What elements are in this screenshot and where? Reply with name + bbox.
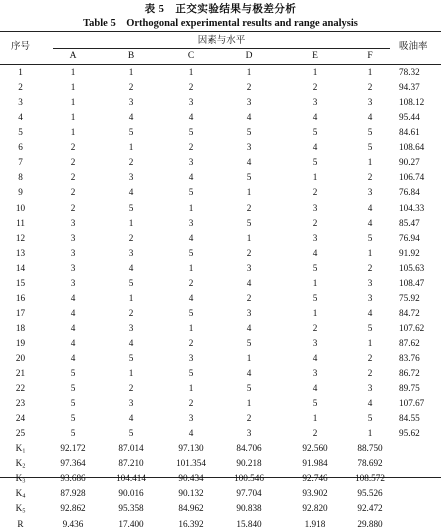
cell-c: 3: [188, 352, 194, 363]
cell-e: 3: [312, 368, 318, 378]
cell-b: 2: [128, 383, 134, 394]
cell-b: 1: [128, 142, 134, 153]
summary-value-b: 87.210: [118, 458, 144, 469]
cell-d: 3: [246, 307, 252, 318]
cell-c: 1: [188, 383, 194, 394]
oil-absorption-header: 吸油率: [399, 42, 428, 52]
factor-header-d: D: [245, 51, 253, 61]
cell-c: 4: [188, 172, 194, 183]
cell-f: 2: [367, 352, 373, 363]
summary-value-b: 104.414: [116, 473, 146, 484]
cell-b: 5: [128, 352, 134, 363]
cell-e: 2: [312, 217, 318, 228]
cell-d: 3: [246, 262, 252, 273]
cell-c: 5: [188, 368, 194, 378]
cell-c: 2: [188, 277, 194, 288]
summary-value-d: 15.840: [236, 518, 262, 529]
cell-b: 4: [128, 413, 134, 424]
summary-label-letter: K: [15, 488, 23, 499]
cell-b: 2: [128, 157, 134, 168]
cell-e: 4: [312, 112, 318, 123]
summary-value-a: 93.686: [60, 473, 86, 484]
cell-d: 2: [246, 292, 252, 303]
cell-a: 1: [70, 82, 76, 92]
cell-f: 4: [367, 398, 373, 409]
cell-index: 5: [18, 127, 23, 138]
cell-e: 5: [312, 157, 318, 168]
cell-index: 4: [18, 112, 23, 123]
summary-label-letter: K: [15, 458, 23, 469]
cell-c: 2: [188, 142, 194, 153]
cell-index: 8: [18, 172, 23, 183]
cell-b: 5: [128, 127, 134, 138]
cell-b: 3: [128, 97, 134, 108]
cell-d: 1: [246, 232, 252, 243]
cell-e: 1: [312, 172, 318, 183]
cell-index: 9: [18, 187, 23, 198]
cell-index: 16: [15, 292, 26, 303]
cell-a: 3: [70, 232, 76, 243]
cell-index: 17: [15, 307, 26, 318]
cell-f: 3: [367, 97, 373, 108]
cell-c: 1: [188, 202, 194, 213]
cell-e: 4: [312, 142, 318, 153]
cell-b: 1: [128, 368, 134, 378]
summary-label: [0, 443, 41, 458]
cell-e: 4: [312, 247, 318, 258]
summary-value-c: 16.392: [178, 518, 204, 529]
cell-oil-absorption: 84.55: [399, 413, 420, 424]
cell-d: 2: [246, 82, 252, 92]
cell-e: 5: [312, 292, 318, 303]
cell-b: 5: [128, 277, 134, 288]
summary-value-b: 90.016: [118, 488, 144, 499]
cell-f: 5: [367, 127, 373, 138]
cell-oil-absorption: 83.76: [399, 352, 420, 363]
summary-label-letter: K: [15, 473, 23, 484]
cell-b: 1: [128, 217, 134, 228]
summary-value-a: 92.862: [60, 503, 86, 514]
cell-d: 4: [246, 112, 252, 123]
cell-f: 3: [367, 383, 373, 394]
cell-oil-absorption: 94.37: [399, 82, 420, 92]
cell-index: 15: [15, 277, 26, 288]
cell-d: 5: [246, 127, 252, 138]
cell-index: 18: [15, 322, 26, 333]
cell-f: 5: [367, 232, 373, 243]
summary-label-subscript: 1: [22, 448, 26, 455]
cell-index: 6: [18, 142, 23, 153]
top-rule: [0, 31, 441, 32]
cell-b: 4: [128, 112, 134, 123]
cell-c: 2: [188, 337, 194, 348]
cell-e: 4: [312, 352, 318, 363]
cell-e: 2: [312, 82, 318, 92]
summary-value-c: 90.434: [178, 473, 204, 484]
cell-e: 1: [312, 307, 318, 318]
cell-b: 4: [128, 337, 134, 348]
summary-value-e: 92.746: [302, 473, 328, 484]
cell-oil-absorption: 106.74: [399, 172, 425, 183]
cell-c: 4: [188, 292, 194, 303]
summary-value-a: 9.436: [62, 518, 84, 529]
cell-c: 1: [188, 67, 194, 77]
cell-c: 1: [188, 322, 194, 333]
cell-c: 5: [188, 307, 194, 318]
factor-group-header: 因素与水平: [197, 36, 246, 46]
cell-index: 7: [18, 157, 23, 168]
cell-d: 1: [246, 352, 252, 363]
cell-e: 1: [312, 277, 318, 288]
cell-a: 3: [70, 262, 76, 273]
summary-value-d: 84.706: [236, 443, 262, 454]
summary-value-f: 29.880: [357, 518, 383, 529]
summary-value-e: 1.918: [304, 518, 326, 529]
summary-value-c: 101.354: [176, 458, 206, 469]
cell-index: 13: [15, 247, 26, 258]
cell-index: 19: [15, 337, 26, 348]
cell-d: 2: [246, 247, 252, 258]
cell-a: 1: [70, 97, 76, 108]
summary-label-subscript: 3: [22, 478, 26, 485]
factor-header-c: C: [187, 51, 195, 61]
cell-b: 2: [128, 232, 134, 243]
cell-d: 3: [246, 97, 252, 108]
summary-label-letter: K: [15, 443, 23, 454]
cell-b: 1: [128, 67, 134, 77]
cell-a: 4: [70, 307, 76, 318]
cell-e: 5: [312, 127, 318, 138]
cell-oil-absorption: 87.62: [399, 337, 420, 348]
summary-value-e: 91.984: [302, 458, 328, 469]
cell-a: 4: [70, 337, 76, 348]
cell-c: 4: [188, 428, 194, 439]
cell-b: 4: [128, 262, 134, 273]
table-title-chinese: 表 5 正交实验结果与极差分析: [144, 4, 297, 15]
cell-index: 23: [15, 398, 26, 409]
cell-oil-absorption: 107.67: [399, 398, 425, 409]
cell-oil-absorption: 105.63: [399, 262, 425, 273]
cell-oil-absorption: 95.62: [399, 428, 420, 439]
cell-f: 1: [367, 67, 373, 77]
cell-d: 5: [246, 217, 252, 228]
summary-label-subscript: 2: [22, 463, 26, 470]
cell-c: 2: [188, 82, 194, 92]
cell-a: 2: [70, 157, 76, 168]
cell-a: 4: [70, 322, 76, 333]
cell-f: 4: [367, 307, 373, 318]
summary-label-letter: K: [15, 503, 23, 514]
factor-header-a: A: [69, 51, 77, 61]
cell-oil-absorption: 108.47: [399, 277, 425, 288]
cell-d: 4: [246, 322, 252, 333]
cell-d: 2: [246, 413, 252, 424]
cell-b: 3: [128, 322, 134, 333]
cell-f: 2: [367, 262, 373, 273]
cell-e: 3: [312, 97, 318, 108]
summary-value-d: 97.704: [236, 488, 262, 499]
cell-f: 2: [367, 82, 373, 92]
cell-f: 1: [367, 247, 373, 258]
cell-a: 1: [70, 127, 76, 138]
cell-b: 3: [128, 172, 134, 183]
cell-index: 20: [15, 352, 26, 363]
cell-b: 5: [128, 428, 134, 439]
cell-b: 3: [128, 247, 134, 258]
cell-oil-absorption: 76.94: [399, 232, 420, 243]
cell-index: 22: [15, 383, 26, 394]
cell-b: 4: [128, 187, 134, 198]
cell-f: 4: [367, 217, 373, 228]
header-rule: [0, 64, 441, 65]
summary-value-d: 90.218: [236, 458, 262, 469]
cell-oil-absorption: 89.75: [399, 383, 420, 394]
cell-f: 4: [367, 202, 373, 213]
summary-value-c: 84.962: [178, 503, 204, 514]
cell-d: 5: [246, 337, 252, 348]
cell-e: 2: [312, 187, 318, 198]
cell-oil-absorption: 90.27: [399, 157, 420, 168]
cell-b: 3: [128, 398, 134, 409]
cell-c: 5: [188, 247, 194, 258]
cell-f: 4: [367, 112, 373, 123]
cell-b: 2: [128, 82, 134, 92]
summary-value-e: 93.902: [302, 488, 328, 499]
summary-value-b: 95.358: [118, 503, 144, 514]
summary-value-f: 88.750: [357, 443, 383, 454]
summary-value-e: 92.560: [302, 443, 328, 454]
summary-label: [0, 503, 41, 518]
summary-value-e: 92.820: [302, 503, 328, 514]
cell-a: 3: [70, 247, 76, 258]
cell-oil-absorption: 107.62: [399, 322, 425, 333]
cell-d: 1: [246, 398, 252, 409]
cell-oil-absorption: 78.32: [399, 67, 420, 77]
summary-value-c: 90.132: [178, 488, 204, 499]
cell-index: 21: [15, 368, 26, 378]
cell-f: 1: [367, 157, 373, 168]
cell-c: 4: [188, 232, 194, 243]
cell-a: 5: [70, 413, 76, 424]
cell-oil-absorption: 86.72: [399, 368, 420, 378]
cell-a: 1: [70, 67, 76, 77]
cell-e: 2: [312, 428, 318, 439]
summary-value-a: 87.928: [60, 488, 86, 499]
summary-value-f: 108.572: [355, 473, 385, 484]
cell-oil-absorption: 84.72: [399, 307, 420, 318]
cell-index: 1: [18, 67, 23, 77]
summary-label-subscript: 4: [22, 493, 26, 500]
cell-e: 5: [312, 398, 318, 409]
summary-label: [0, 519, 41, 530]
cell-c: 3: [188, 413, 194, 424]
cell-index: 3: [18, 97, 23, 108]
cell-c: 2: [188, 398, 194, 409]
summary-value-f: 92.472: [357, 503, 383, 514]
cell-f: 1: [367, 337, 373, 348]
cell-a: 5: [70, 368, 76, 378]
cell-c: 3: [188, 157, 194, 168]
cell-a: 3: [70, 277, 76, 288]
summary-value-f: 78.692: [357, 458, 383, 469]
factor-header-b: B: [127, 51, 135, 61]
cell-a: 1: [70, 112, 76, 123]
summary-label: [0, 458, 41, 473]
cell-a: 5: [70, 383, 76, 394]
cell-oil-absorption: 85.47: [399, 217, 420, 228]
cell-oil-absorption: 91.92: [399, 247, 420, 258]
cell-c: 3: [188, 97, 194, 108]
factor-header-e: E: [312, 51, 318, 61]
cell-c: 4: [188, 112, 194, 123]
cell-oil-absorption: 108.64: [399, 142, 425, 153]
summary-value-a: 97.364: [60, 458, 86, 469]
cell-d: 3: [246, 142, 252, 153]
cell-c: 3: [188, 217, 194, 228]
cell-index: 24: [15, 413, 26, 424]
cell-oil-absorption: 84.61: [399, 127, 420, 138]
cell-a: 5: [70, 428, 76, 439]
summary-value-c: 97.130: [178, 443, 204, 454]
cell-f: 3: [367, 292, 373, 303]
cell-e: 5: [312, 262, 318, 273]
cell-b: 1: [128, 292, 134, 303]
cell-d: 1: [246, 187, 252, 198]
cell-d: 5: [246, 383, 252, 394]
cell-f: 3: [367, 187, 373, 198]
cell-e: 1: [312, 413, 318, 424]
cell-oil-absorption: 76.84: [399, 187, 420, 198]
cell-f: 2: [367, 172, 373, 183]
cell-index: 14: [15, 262, 26, 273]
cell-a: 5: [70, 398, 76, 409]
cell-d: 3: [246, 428, 252, 439]
index-header: 序号: [10, 42, 30, 52]
cell-e: 2: [312, 322, 318, 333]
cell-b: 5: [128, 202, 134, 213]
cell-e: 3: [312, 337, 318, 348]
cell-f: 5: [367, 413, 373, 424]
cell-f: 5: [367, 142, 373, 153]
cell-f: 5: [367, 322, 373, 333]
cell-c: 5: [188, 187, 194, 198]
summary-value-a: 92.172: [60, 443, 86, 454]
cell-index: 25: [15, 428, 26, 439]
cell-d: 5: [246, 172, 252, 183]
cell-oil-absorption: 108.12: [399, 97, 425, 108]
cell-a: 2: [70, 172, 76, 183]
cell-index: 11: [16, 217, 25, 228]
cell-f: 1: [367, 428, 373, 439]
cell-c: 5: [188, 127, 194, 138]
cell-index: 12: [15, 232, 26, 243]
cell-d: 4: [246, 157, 252, 168]
factor-header-f: F: [367, 51, 373, 61]
cell-f: 2: [367, 368, 373, 378]
summary-label-letter: R: [17, 518, 24, 529]
summary-value-f: 95.526: [357, 488, 383, 499]
cell-d: 4: [246, 368, 252, 378]
cell-e: 3: [312, 232, 318, 243]
summary-value-d: 90.838: [236, 503, 262, 514]
cell-c: 1: [188, 262, 194, 273]
summary-label: [0, 473, 41, 488]
summary-value-b: 17.400: [118, 518, 144, 529]
cell-d: 2: [246, 202, 252, 213]
cell-a: 2: [70, 202, 76, 213]
summary-label: [0, 488, 41, 503]
cell-e: 4: [312, 383, 318, 394]
cell-a: 4: [70, 352, 76, 363]
cell-e: 1: [312, 67, 318, 77]
group-underline: [53, 48, 390, 49]
summary-label-subscript: 5: [22, 508, 26, 515]
cell-a: 2: [70, 142, 76, 153]
cell-f: 3: [367, 277, 373, 288]
cell-index: 10: [15, 202, 26, 213]
cell-a: 4: [70, 292, 76, 303]
cell-oil-absorption: 75.92: [399, 292, 420, 303]
cell-oil-absorption: 95.44: [399, 112, 420, 123]
cell-b: 2: [128, 307, 134, 318]
table-title-english: Table 5 Orthogonal experimental results and range analysis: [83, 18, 358, 29]
summary-value-b: 87.014: [118, 443, 144, 454]
summary-value-d: 100.546: [234, 473, 264, 484]
cell-a: 3: [70, 217, 76, 228]
cell-d: 4: [246, 277, 252, 288]
cell-d: 1: [246, 67, 252, 77]
cell-oil-absorption: 104.33: [399, 202, 425, 213]
cell-index: 2: [18, 82, 23, 92]
cell-a: 2: [70, 187, 76, 198]
cell-e: 3: [312, 202, 318, 213]
